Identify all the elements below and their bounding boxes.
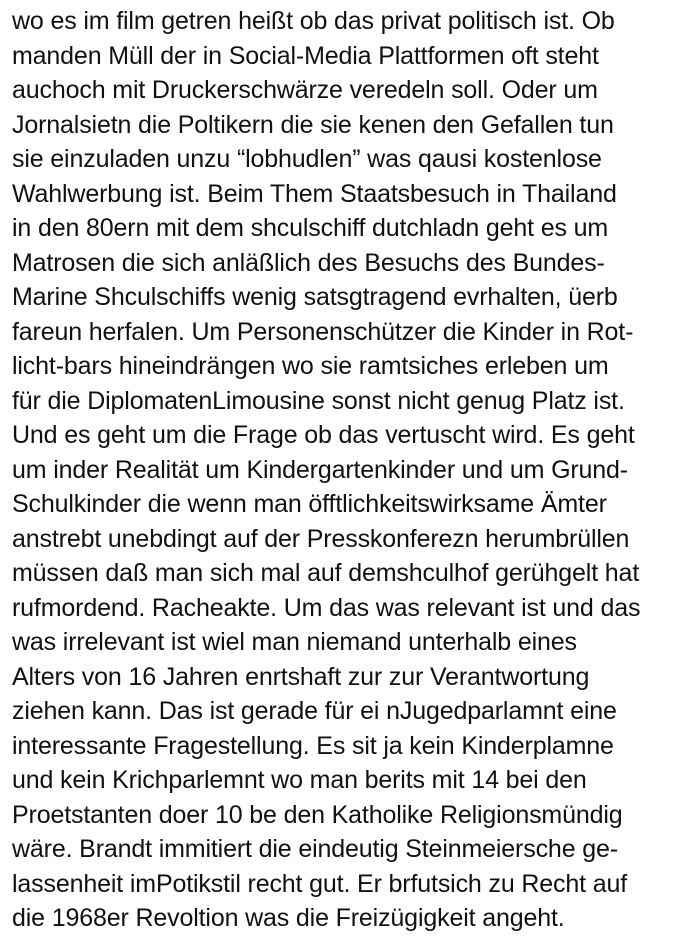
text-line: in den 80ern mit dem shculschiff dutchladn geht es um — [12, 214, 609, 242]
text-line: Marine Shculschiffs wenig satsgtragend evrhalten, üerb — [12, 283, 618, 311]
text-line: interessante Fragestellung. Es sit ja kein Kinderplamne — [12, 731, 614, 760]
text-line: lassenheit imPotikstil recht gut. Er brfutsich zu Recht auf — [12, 869, 628, 898]
text-line: Jornalsietn die Poltikern die sie kenen den Gefallen tun — [12, 110, 614, 139]
text-line: rufmordend. Racheakte. Um das was relevant ist und das — [12, 593, 641, 622]
text-line: für die DiplomatenLimousine sonst nicht genug Platz ist. — [12, 386, 625, 415]
text-line: Wahlwerbung ist. Beim Them Staatsbesuch in Thailand — [12, 179, 617, 208]
text-line: Alters von 16 Jahren enrtshaft zur zur Verantwortung — [12, 662, 590, 691]
text-line: fareun herfalen. Um Personenschützer die Kinder in Rot- — [12, 317, 634, 346]
text-line: müssen daß man sich mal auf demshculhof gerühgelt hat — [12, 559, 640, 587]
text-line: Schulkinder die wenn man öfftlichkeitswirksame Ämter — [12, 490, 607, 518]
text-line: Und es geht um die Frage ob das vertuscht wird. Es geht — [12, 421, 635, 449]
text-line: auchoch mit Druckerschwärze veredeln soll. Oder um — [12, 76, 598, 104]
text-line: die 1968er Revoltion was die Freizügigkeit angeht. — [12, 904, 565, 932]
text-line: und kein Krichparlemnt wo man berits mit 14 bei den — [12, 766, 587, 794]
text-line: Matrosen die sich anläßlich des Besuchs des Bundes- — [12, 248, 605, 277]
text-line: wo es im film getren heißt ob das privat politisch ist. Ob — [12, 7, 615, 35]
text-line: um inder Realität um Kindergartenkinder und um Grund- — [12, 455, 628, 484]
text-line: anstrebt unebdingt auf der Presskonferezn herumbrüllen — [12, 524, 630, 553]
text-line: ziehen kann. Das ist gerade für ei nJugedparlamnt eine — [12, 697, 617, 725]
text-line: was irrelevant ist wiel man niemand unterhalb eines — [12, 628, 577, 656]
text-line: licht-bars hineindrängen wo sie ramtsiches erleben um — [12, 352, 609, 380]
document-text — [12, 4, 680, 936]
text-line: Proetstanten doer 10 be den Katholike Religionsmündig — [12, 800, 623, 829]
text-line: wäre. Brandt immitiert die eindeutig Steinmeiersche ge- — [12, 835, 618, 863]
text-line: manden Müll der in Social-Media Plattformen oft steht — [12, 41, 599, 70]
text-line: sie einzuladen unzu “lobhudlen” was qausi kostenlose — [12, 145, 602, 173]
